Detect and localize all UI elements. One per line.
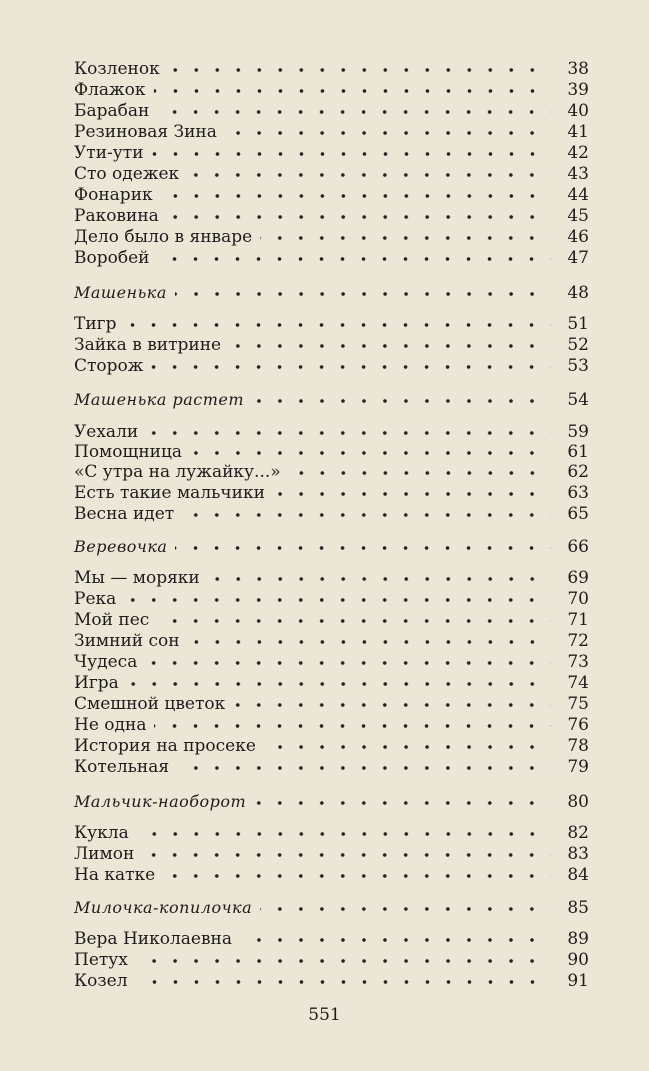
toc-page-number: 65 (567, 504, 589, 524)
dot-leader (229, 343, 551, 349)
dot-leader (151, 364, 551, 370)
dot-leader (225, 130, 551, 136)
toc-page-number: 42 (567, 143, 589, 163)
dot-leader (142, 852, 551, 858)
dot-leader (154, 723, 551, 729)
toc-entry (74, 183, 589, 205)
toc-page-number: 66 (567, 537, 589, 557)
toc-entry (74, 863, 589, 885)
dot-leader (157, 109, 551, 115)
dot-leader (157, 256, 551, 262)
dot-leader (240, 937, 551, 943)
dot-leader (264, 744, 551, 750)
toc-title: Раковина (74, 206, 159, 226)
toc-entry (74, 969, 589, 991)
toc-page-number: 70 (567, 589, 589, 609)
toc-entry (74, 204, 589, 226)
dot-leader (254, 800, 551, 806)
toc-entry (74, 821, 589, 843)
toc-title: На катке (74, 865, 156, 885)
toc-entry (74, 420, 589, 442)
toc-entry (74, 57, 589, 79)
toc-title: Зимний сон (74, 631, 180, 651)
toc-page-number: 84 (567, 865, 589, 885)
toc-title: Резиновая Зина (74, 122, 217, 142)
toc-entry (74, 333, 589, 355)
toc-page-number: 48 (567, 283, 589, 303)
toc-title: Машенька (74, 283, 167, 302)
dot-leader (208, 576, 551, 582)
toc-page-number: 83 (567, 844, 589, 864)
toc-page-number: 51 (567, 314, 589, 334)
page-number: 551 (308, 1005, 341, 1025)
toc-page-number: 52 (567, 335, 589, 355)
dot-leader (154, 88, 551, 94)
dot-leader (273, 491, 551, 497)
toc-page-number: 78 (567, 736, 589, 756)
dot-leader (163, 873, 551, 879)
toc-page-number: 80 (567, 792, 589, 812)
toc-title: «С утра на лужайку...» (74, 462, 281, 482)
toc-page-number: 71 (567, 610, 589, 630)
dot-leader (145, 660, 551, 666)
toc-title: Козел (74, 971, 128, 991)
dot-leader (177, 765, 551, 771)
toc-page-number: 40 (567, 101, 589, 121)
dot-leader (136, 979, 551, 985)
toc-page-number: 54 (567, 390, 589, 410)
toc-page-number: 69 (567, 568, 589, 588)
dot-leader (175, 545, 551, 551)
toc-entry (74, 120, 589, 142)
toc-title: Мой пес (74, 610, 150, 630)
toc-section (74, 896, 589, 918)
dot-leader (182, 512, 551, 518)
dot-leader (190, 450, 551, 456)
toc-title: Мы — моряки (74, 568, 200, 588)
toc-page-number: 85 (567, 898, 589, 918)
toc-title: Смешной цветок (74, 694, 226, 714)
toc-page-number: 45 (567, 206, 589, 226)
toc-title: Сторож (74, 356, 144, 376)
toc-title: Воробей (74, 248, 150, 268)
toc-title: Милочка-копилочка (74, 898, 253, 917)
toc-title: Помощница (74, 442, 183, 462)
toc-entry (74, 481, 589, 503)
toc-page-number: 63 (567, 483, 589, 503)
toc-page-number: 62 (567, 462, 589, 482)
toc-title: Котельная (74, 757, 170, 777)
dot-leader (124, 597, 551, 603)
toc-entry (74, 440, 589, 462)
toc-title: Козленок (74, 59, 160, 79)
toc-section (74, 281, 589, 303)
dot-leader (168, 67, 551, 73)
toc-entry (74, 225, 589, 247)
toc-entry (74, 502, 589, 524)
dot-leader (260, 235, 551, 241)
toc-entry (74, 354, 589, 376)
dot-leader (157, 618, 551, 624)
toc-page-number: 75 (567, 694, 589, 714)
toc-title: Дело было в январе (74, 227, 253, 247)
toc-page-number: 72 (567, 631, 589, 651)
toc-page-number: 90 (567, 950, 589, 970)
toc-entry (74, 948, 589, 970)
toc-page-number: 82 (567, 823, 589, 843)
toc-page-number: 41 (567, 122, 589, 142)
dot-leader (136, 958, 551, 964)
dot-leader (233, 702, 551, 708)
toc-title: Кукла (74, 823, 129, 843)
toc-entry (74, 141, 589, 163)
toc-entry (74, 78, 589, 100)
toc-page-number: 61 (567, 442, 589, 462)
toc-title: Веревочка (74, 537, 168, 556)
dot-leader (175, 291, 551, 297)
toc-page-number: 46 (567, 227, 589, 247)
toc-title: Вера Николаевна (74, 929, 233, 949)
toc-title: Машенька растет (74, 390, 245, 409)
toc-entry (74, 692, 589, 714)
dot-leader (152, 151, 551, 157)
dot-leader (187, 172, 551, 178)
toc-title: Есть такие мальчики (74, 483, 265, 503)
toc-page-number: 73 (567, 652, 589, 672)
toc-page-number: 79 (567, 757, 589, 777)
toc-title: Тигр (74, 314, 117, 334)
toc-title: Мальчик-наоборот (74, 792, 247, 811)
toc-page-number: 74 (567, 673, 589, 693)
toc-page-number: 44 (567, 185, 589, 205)
toc-entry (74, 629, 589, 651)
dot-leader (146, 430, 551, 436)
toc-title: Фонарик (74, 185, 153, 205)
toc-title: Река (74, 589, 117, 609)
toc-title: Весна идет (74, 504, 175, 524)
toc-title: Не одна (74, 715, 147, 735)
toc-entry (74, 312, 589, 334)
toc-title: Барабан (74, 101, 150, 121)
toc-title: Уехали (74, 422, 139, 442)
toc-entry (74, 587, 589, 609)
toc-page-number: 43 (567, 164, 589, 184)
toc-page-number: 53 (567, 356, 589, 376)
toc-entry (74, 755, 589, 777)
dot-leader (188, 639, 551, 645)
toc-page-number: 76 (567, 715, 589, 735)
toc-title: Игра (74, 673, 119, 693)
toc-title: Зайка в витрине (74, 335, 222, 355)
toc-page-number: 47 (567, 248, 589, 268)
dot-leader (127, 681, 551, 687)
toc-title: Ути-ути (74, 143, 144, 163)
toc-page-number: 89 (567, 929, 589, 949)
toc-section (74, 535, 589, 557)
dot-leader (124, 322, 551, 328)
toc-entry (74, 927, 589, 949)
dot-leader (252, 398, 551, 404)
toc-entry (74, 671, 589, 693)
dot-leader (137, 831, 551, 837)
toc-entry (74, 246, 589, 268)
toc-entry (74, 566, 589, 588)
toc-section (74, 388, 589, 410)
toc-entry (74, 460, 589, 482)
toc-page-number: 38 (567, 59, 589, 79)
toc-entry (74, 842, 589, 864)
toc-section (74, 790, 589, 812)
toc-page-number: 91 (567, 971, 589, 991)
toc-entry (74, 99, 589, 121)
toc-page-number: 39 (567, 80, 589, 100)
toc-entry (74, 608, 589, 630)
toc-entry (74, 650, 589, 672)
dot-leader (289, 470, 551, 476)
dot-leader (260, 906, 551, 912)
toc-title: Лимон (74, 844, 135, 864)
toc-page-number: 59 (567, 422, 589, 442)
toc-title: Петух (74, 950, 128, 970)
toc-entry (74, 713, 589, 735)
dot-leader (167, 214, 551, 220)
toc-title: Флажок (74, 80, 146, 100)
toc-entry (74, 734, 589, 756)
toc-title: Сто одежек (74, 164, 180, 184)
toc-title: История на просеке (74, 736, 256, 756)
toc-title: Чудеса (74, 652, 138, 672)
toc-entry (74, 162, 589, 184)
dot-leader (161, 193, 551, 199)
